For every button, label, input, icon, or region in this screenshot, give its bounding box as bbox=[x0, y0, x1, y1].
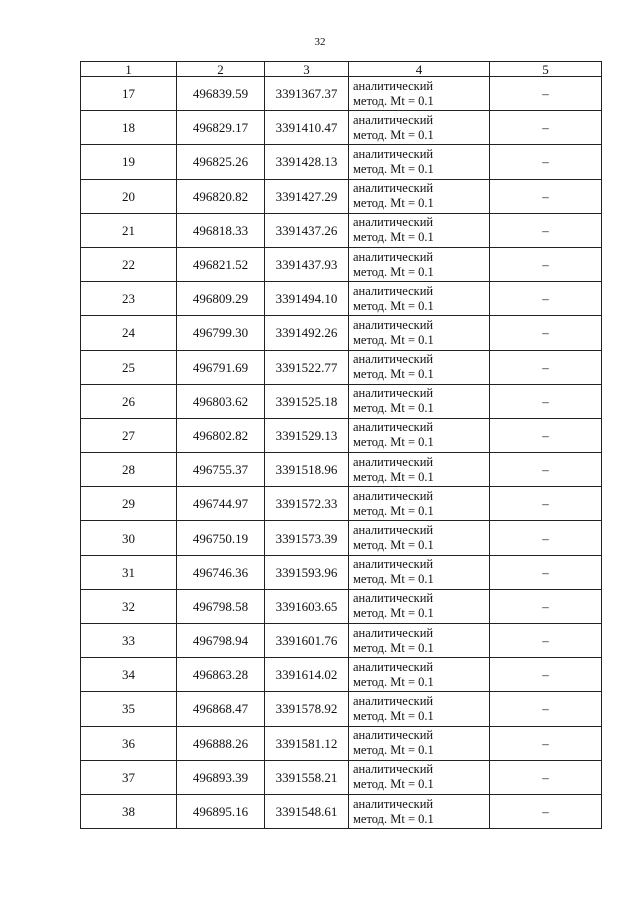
table-row bbox=[81, 794, 602, 828]
method-line-1: аналитический bbox=[353, 386, 434, 401]
method-line-1: аналитический bbox=[353, 659, 434, 674]
method-line-2: метод. Mt = 0.1 bbox=[353, 708, 434, 723]
point-number-cell: 32 bbox=[81, 589, 177, 623]
y-coordinate-cell: 3391614.02 bbox=[265, 658, 349, 692]
table-row bbox=[81, 282, 602, 316]
table-row bbox=[81, 658, 602, 692]
y-coordinate-cell: 3391548.61 bbox=[265, 794, 349, 828]
table-row bbox=[81, 521, 602, 555]
method-cell bbox=[349, 77, 490, 111]
method-cell bbox=[349, 350, 490, 384]
note-cell: – bbox=[490, 145, 602, 179]
x-coordinate-cell: 496825.26 bbox=[177, 145, 265, 179]
method-line-2: метод. Mt = 0.1 bbox=[353, 161, 434, 176]
method-line-1: аналитический bbox=[353, 181, 434, 196]
note-cell: – bbox=[490, 247, 602, 281]
point-number-cell: 26 bbox=[81, 384, 177, 418]
method-line-1: аналитический bbox=[353, 796, 434, 811]
column-header: 3 bbox=[265, 62, 349, 77]
method-line-2: метод. Mt = 0.1 bbox=[353, 196, 434, 211]
table-row bbox=[81, 555, 602, 589]
method-cell bbox=[349, 384, 490, 418]
method-line-1: аналитический bbox=[353, 454, 434, 469]
table-row bbox=[81, 418, 602, 452]
point-number-cell: 28 bbox=[81, 453, 177, 487]
point-number-cell: 35 bbox=[81, 692, 177, 726]
method-line-2: метод. Mt = 0.1 bbox=[353, 298, 434, 313]
note-cell: – bbox=[490, 624, 602, 658]
y-coordinate-cell: 3391601.76 bbox=[265, 624, 349, 658]
y-coordinate-cell: 3391492.26 bbox=[265, 316, 349, 350]
page-number: 32 bbox=[314, 36, 326, 48]
method-cell bbox=[349, 213, 490, 247]
method-line-1: аналитический bbox=[353, 215, 434, 230]
y-coordinate-cell: 3391367.37 bbox=[265, 77, 349, 111]
method-line-2: метод. Mt = 0.1 bbox=[353, 572, 434, 587]
method-line-1: аналитический bbox=[353, 112, 434, 127]
method-line-2: метод. Mt = 0.1 bbox=[353, 743, 434, 758]
point-number-cell: 36 bbox=[81, 726, 177, 760]
method-line-2: метод. Mt = 0.1 bbox=[353, 606, 434, 621]
y-coordinate-cell: 3391428.13 bbox=[265, 145, 349, 179]
y-coordinate-cell: 3391573.39 bbox=[265, 521, 349, 555]
note-cell: – bbox=[490, 350, 602, 384]
note-cell: – bbox=[490, 658, 602, 692]
note-cell: – bbox=[490, 384, 602, 418]
y-coordinate-cell: 3391437.93 bbox=[265, 247, 349, 281]
method-line-2: метод. Mt = 0.1 bbox=[353, 469, 434, 484]
note-cell: – bbox=[490, 555, 602, 589]
method-line-1: аналитический bbox=[353, 249, 434, 264]
method-line-2: метод. Mt = 0.1 bbox=[353, 401, 434, 416]
note-cell: – bbox=[490, 692, 602, 726]
column-header: 1 bbox=[81, 62, 177, 77]
method-line-1: аналитический bbox=[353, 78, 434, 93]
method-line-1: аналитический bbox=[353, 283, 434, 298]
method-line-1: аналитический bbox=[353, 728, 434, 743]
method-cell bbox=[349, 247, 490, 281]
note-cell: – bbox=[490, 282, 602, 316]
point-number-cell: 29 bbox=[81, 487, 177, 521]
note-cell: – bbox=[490, 453, 602, 487]
method-cell bbox=[349, 521, 490, 555]
point-number-cell: 38 bbox=[81, 794, 177, 828]
note-cell: – bbox=[490, 760, 602, 794]
table-row bbox=[81, 384, 602, 418]
point-number-cell: 18 bbox=[81, 111, 177, 145]
method-line-2: метод. Mt = 0.1 bbox=[353, 538, 434, 553]
x-coordinate-cell: 496818.33 bbox=[177, 213, 265, 247]
method-line-2: метод. Mt = 0.1 bbox=[353, 435, 434, 450]
point-number-cell: 30 bbox=[81, 521, 177, 555]
method-line-2: метод. Mt = 0.1 bbox=[353, 503, 434, 518]
x-coordinate-cell: 496803.62 bbox=[177, 384, 265, 418]
method-cell bbox=[349, 316, 490, 350]
table-row bbox=[81, 145, 602, 179]
note-cell: – bbox=[490, 179, 602, 213]
note-cell: – bbox=[490, 111, 602, 145]
method-cell bbox=[349, 555, 490, 589]
method-line-2: метод. Mt = 0.1 bbox=[353, 674, 434, 689]
y-coordinate-cell: 3391572.33 bbox=[265, 487, 349, 521]
table-row bbox=[81, 179, 602, 213]
note-cell: – bbox=[490, 794, 602, 828]
method-line-1: аналитический bbox=[353, 523, 434, 538]
table-row bbox=[81, 453, 602, 487]
x-coordinate-cell: 496821.52 bbox=[177, 247, 265, 281]
y-coordinate-cell: 3391494.10 bbox=[265, 282, 349, 316]
method-line-2: метод. Mt = 0.1 bbox=[353, 230, 434, 245]
method-line-1: аналитический bbox=[353, 352, 434, 367]
table-row bbox=[81, 726, 602, 760]
x-coordinate-cell: 496888.26 bbox=[177, 726, 265, 760]
point-number-cell: 17 bbox=[81, 77, 177, 111]
point-number-cell: 31 bbox=[81, 555, 177, 589]
point-number-cell: 37 bbox=[81, 760, 177, 794]
column-header: 2 bbox=[177, 62, 265, 77]
x-coordinate-cell: 496868.47 bbox=[177, 692, 265, 726]
table-header-row bbox=[81, 62, 602, 77]
point-number-cell: 34 bbox=[81, 658, 177, 692]
point-number-cell: 27 bbox=[81, 418, 177, 452]
table-row bbox=[81, 111, 602, 145]
y-coordinate-cell: 3391581.12 bbox=[265, 726, 349, 760]
method-line-1: аналитический bbox=[353, 420, 434, 435]
method-cell bbox=[349, 794, 490, 828]
x-coordinate-cell: 496893.39 bbox=[177, 760, 265, 794]
method-line-2: метод. Mt = 0.1 bbox=[353, 367, 434, 382]
note-cell: – bbox=[490, 316, 602, 350]
y-coordinate-cell: 3391558.21 bbox=[265, 760, 349, 794]
y-coordinate-cell: 3391529.13 bbox=[265, 418, 349, 452]
note-cell: – bbox=[490, 77, 602, 111]
table-row bbox=[81, 247, 602, 281]
x-coordinate-cell: 496744.97 bbox=[177, 487, 265, 521]
table-row bbox=[81, 77, 602, 111]
method-cell bbox=[349, 589, 490, 623]
method-cell bbox=[349, 692, 490, 726]
method-line-1: аналитический bbox=[353, 146, 434, 161]
note-cell: – bbox=[490, 213, 602, 247]
method-cell bbox=[349, 418, 490, 452]
note-cell: – bbox=[490, 418, 602, 452]
method-cell bbox=[349, 487, 490, 521]
point-number-cell: 21 bbox=[81, 213, 177, 247]
method-cell bbox=[349, 179, 490, 213]
x-coordinate-cell: 496839.59 bbox=[177, 77, 265, 111]
note-cell: – bbox=[490, 521, 602, 555]
method-line-2: метод. Mt = 0.1 bbox=[353, 93, 434, 108]
table-row bbox=[81, 760, 602, 794]
method-line-2: метод. Mt = 0.1 bbox=[353, 127, 434, 142]
table-row bbox=[81, 624, 602, 658]
table-row bbox=[81, 692, 602, 726]
note-cell: – bbox=[490, 589, 602, 623]
x-coordinate-cell: 496746.36 bbox=[177, 555, 265, 589]
method-line-2: метод. Mt = 0.1 bbox=[353, 264, 434, 279]
method-line-1: аналитический bbox=[353, 625, 434, 640]
method-line-1: аналитический bbox=[353, 317, 434, 332]
method-line-1: аналитический bbox=[353, 488, 434, 503]
y-coordinate-cell: 3391593.96 bbox=[265, 555, 349, 589]
x-coordinate-cell: 496798.58 bbox=[177, 589, 265, 623]
x-coordinate-cell: 496829.17 bbox=[177, 111, 265, 145]
y-coordinate-cell: 3391427.29 bbox=[265, 179, 349, 213]
x-coordinate-cell: 496798.94 bbox=[177, 624, 265, 658]
y-coordinate-cell: 3391410.47 bbox=[265, 111, 349, 145]
method-line-1: аналитический bbox=[353, 762, 434, 777]
x-coordinate-cell: 496799.30 bbox=[177, 316, 265, 350]
x-coordinate-cell: 496802.82 bbox=[177, 418, 265, 452]
point-number-cell: 23 bbox=[81, 282, 177, 316]
x-coordinate-cell: 496750.19 bbox=[177, 521, 265, 555]
method-cell bbox=[349, 111, 490, 145]
table-row bbox=[81, 350, 602, 384]
point-number-cell: 25 bbox=[81, 350, 177, 384]
table-row bbox=[81, 487, 602, 521]
y-coordinate-cell: 3391437.26 bbox=[265, 213, 349, 247]
method-cell bbox=[349, 658, 490, 692]
method-cell bbox=[349, 726, 490, 760]
table-row bbox=[81, 316, 602, 350]
x-coordinate-cell: 496809.29 bbox=[177, 282, 265, 316]
method-line-1: аналитический bbox=[353, 557, 434, 572]
note-cell: – bbox=[490, 487, 602, 521]
point-number-cell: 33 bbox=[81, 624, 177, 658]
y-coordinate-cell: 3391603.65 bbox=[265, 589, 349, 623]
point-number-cell: 24 bbox=[81, 316, 177, 350]
method-cell bbox=[349, 145, 490, 179]
method-cell bbox=[349, 624, 490, 658]
method-line-1: аналитический bbox=[353, 591, 434, 606]
y-coordinate-cell: 3391522.77 bbox=[265, 350, 349, 384]
y-coordinate-cell: 3391518.96 bbox=[265, 453, 349, 487]
x-coordinate-cell: 496895.16 bbox=[177, 794, 265, 828]
method-line-2: метод. Mt = 0.1 bbox=[353, 777, 434, 792]
method-cell bbox=[349, 760, 490, 794]
point-number-cell: 22 bbox=[81, 247, 177, 281]
method-line-1: аналитический bbox=[353, 693, 434, 708]
column-header: 4 bbox=[349, 62, 490, 77]
x-coordinate-cell: 496820.82 bbox=[177, 179, 265, 213]
point-number-cell: 19 bbox=[81, 145, 177, 179]
table-row bbox=[81, 589, 602, 623]
method-line-2: метод. Mt = 0.1 bbox=[353, 811, 434, 826]
x-coordinate-cell: 496863.28 bbox=[177, 658, 265, 692]
point-number-cell: 20 bbox=[81, 179, 177, 213]
y-coordinate-cell: 3391525.18 bbox=[265, 384, 349, 418]
x-coordinate-cell: 496791.69 bbox=[177, 350, 265, 384]
method-line-2: метод. Mt = 0.1 bbox=[353, 640, 434, 655]
coordinates-table bbox=[80, 61, 602, 829]
method-cell bbox=[349, 453, 490, 487]
table-row bbox=[81, 213, 602, 247]
note-cell: – bbox=[490, 726, 602, 760]
method-cell bbox=[349, 282, 490, 316]
method-line-2: метод. Mt = 0.1 bbox=[353, 332, 434, 347]
y-coordinate-cell: 3391578.92 bbox=[265, 692, 349, 726]
x-coordinate-cell: 496755.37 bbox=[177, 453, 265, 487]
column-header: 5 bbox=[490, 62, 602, 77]
